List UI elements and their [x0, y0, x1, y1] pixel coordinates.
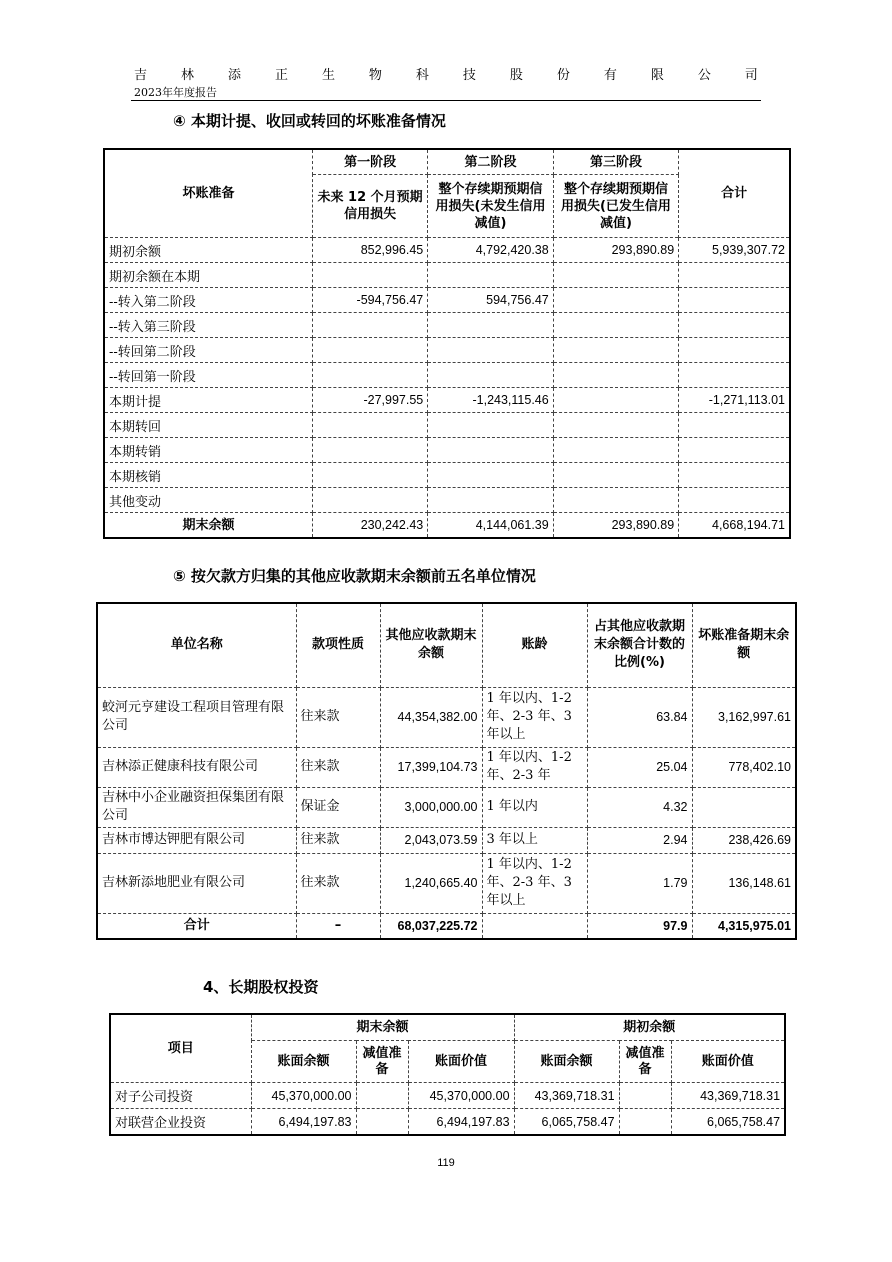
cell-unit-name: 吉林中小企业融资担保集团有限公司 [97, 787, 296, 827]
company-char: 林 [180, 68, 194, 83]
table-row [97, 787, 796, 827]
header-book-value: 账面价值 [408, 1041, 514, 1083]
row-label: --转入第二阶段 [104, 288, 312, 313]
cell-nature: 往来款 [296, 687, 380, 747]
cell-unit-name: 蛟河元亨建设工程项目管理有限公司 [97, 687, 296, 747]
cell-end-impairment [356, 1109, 408, 1136]
cell-stage1 [312, 263, 427, 288]
cell-stage1: -27,997.55 [312, 388, 427, 413]
cell-end-book-value: 6,494,197.83 [408, 1109, 514, 1136]
cell-end-book-value: 45,370,000.00 [408, 1083, 514, 1109]
cell-stage1 [312, 363, 427, 388]
cell-ratio: 25.04 [587, 747, 692, 787]
cell-ratio: 2.94 [587, 827, 692, 853]
cell-stage1: 230,242.43 [312, 513, 427, 539]
cell-stage3: 293,890.89 [553, 513, 678, 539]
cell-begin-impairment [619, 1109, 671, 1136]
long-term-equity-investment-table [109, 1013, 786, 1136]
cell-unit-name: 吉林市博达钾肥有限公司 [97, 827, 296, 853]
cell-unit-name: 吉林新添地肥业有限公司 [97, 853, 296, 913]
section-title-top-five: ⑤ 按欠款方归集的其他应收款期末余额前五名单位情况 [173, 567, 536, 585]
row-label: 对子公司投资 [110, 1083, 251, 1109]
header-item: 项目 [110, 1014, 251, 1083]
cell-balance: 17,399,104.73 [380, 747, 482, 787]
cell-total [679, 263, 790, 288]
row-label: --转入第三阶段 [104, 313, 312, 338]
header-provision: 坏账准备期末余额 [692, 603, 796, 687]
cell-end-impairment [356, 1083, 408, 1109]
table-row-end-balance [104, 513, 790, 539]
company-char: 份 [556, 68, 570, 83]
cell-total: 5,939,307.72 [679, 238, 790, 263]
section-title-long-term-investment: 4、长期股权投资 [203, 978, 319, 996]
cell-ratio: 63.84 [587, 687, 692, 747]
row-label: 期初余额在本期 [104, 263, 312, 288]
cell-stage2 [428, 313, 553, 338]
header-impairment: 减值准备 [356, 1041, 408, 1083]
row-label: 本期转回 [104, 413, 312, 438]
row-label: 期初余额 [104, 238, 312, 263]
table-row [104, 313, 790, 338]
company-char: 司 [744, 68, 758, 83]
company-char: 有 [603, 68, 617, 83]
cell-stage3 [553, 288, 678, 313]
row-label: 对联营企业投资 [110, 1109, 251, 1136]
cell-stage2: 4,144,061.39 [428, 513, 553, 539]
table-row [110, 1109, 785, 1136]
cell-aging: 3 年以上 [482, 827, 587, 853]
cell-begin-book-value: 6,065,758.47 [671, 1109, 785, 1136]
cell-stage3 [553, 413, 678, 438]
header-book-balance: 账面余额 [251, 1041, 356, 1083]
cell-total: -1,271,113.01 [679, 388, 790, 413]
cell-aging: 1 年以内 [482, 787, 587, 827]
table-row-total [97, 913, 796, 939]
cell-stage2 [428, 438, 553, 463]
cell-total [679, 288, 790, 313]
company-name-header [134, 64, 758, 82]
header-nature: 款项性质 [296, 603, 380, 687]
header-stage3-sub: 整个存续期预期信用损失(已发生信用减值) [553, 175, 678, 238]
row-label: 本期计提 [104, 388, 312, 413]
cell-balance: 1,240,665.40 [380, 853, 482, 913]
table-row [104, 238, 790, 263]
cell-nature: 往来款 [296, 827, 380, 853]
cell-provision: 136,148.61 [692, 853, 796, 913]
table-row [97, 827, 796, 853]
header-unit-name: 单位名称 [97, 603, 296, 687]
cell-stage3 [553, 388, 678, 413]
company-char: 技 [462, 68, 476, 83]
cell-nature: 往来款 [296, 853, 380, 913]
page-number: 119 [437, 1157, 455, 1169]
cell-stage2 [428, 363, 553, 388]
company-char: 公 [697, 68, 711, 83]
header-stage2-sub: 整个存续期预期信用损失(未发生信用减值) [428, 175, 553, 238]
cell-end-book-balance: 6,494,197.83 [251, 1109, 356, 1136]
cell-stage1 [312, 488, 427, 513]
cell-stage3 [553, 363, 678, 388]
cell-nature: – [296, 913, 380, 939]
cell-stage2 [428, 413, 553, 438]
cell-stage1 [312, 313, 427, 338]
header-stage2: 第二阶段 [428, 149, 553, 175]
row-label: 其他变动 [104, 488, 312, 513]
table-row [104, 388, 790, 413]
company-char: 添 [227, 68, 241, 83]
table-row [104, 488, 790, 513]
table-row [104, 463, 790, 488]
cell-stage2 [428, 488, 553, 513]
company-char: 生 [321, 68, 335, 83]
company-char: 正 [274, 68, 288, 83]
cell-total [679, 338, 790, 363]
cell-balance: 2,043,073.59 [380, 827, 482, 853]
company-char: 股 [509, 68, 523, 83]
cell-stage3 [553, 438, 678, 463]
cell-total [679, 438, 790, 463]
cell-stage1 [312, 338, 427, 363]
cell-stage3 [553, 313, 678, 338]
bad-debt-provision-table [103, 148, 791, 539]
cell-begin-book-balance: 6,065,758.47 [514, 1109, 619, 1136]
cell-balance: 44,354,382.00 [380, 687, 482, 747]
table-row [104, 288, 790, 313]
cell-provision: 238,426.69 [692, 827, 796, 853]
cell-provision [692, 787, 796, 827]
cell-begin-book-balance: 43,369,718.31 [514, 1083, 619, 1109]
cell-balance: 68,037,225.72 [380, 913, 482, 939]
header-begin-balance: 期初余额 [514, 1014, 785, 1041]
cell-aging: 1 年以内、1-2 年、2-3 年 [482, 747, 587, 787]
cell-aging: 1 年以内、1-2 年、2-3 年、3 年以上 [482, 853, 587, 913]
cell-end-book-balance: 45,370,000.00 [251, 1083, 356, 1109]
cell-stage1 [312, 438, 427, 463]
header-ratio: 占其他应收款期末余额合计数的比例(%) [587, 603, 692, 687]
company-char: 吉 [134, 68, 148, 83]
cell-unit-name: 吉林添正健康科技有限公司 [97, 747, 296, 787]
table-row [97, 687, 796, 747]
row-label: --转回第一阶段 [104, 363, 312, 388]
cell-stage2 [428, 338, 553, 363]
header-aging: 账龄 [482, 603, 587, 687]
cell-nature: 保证金 [296, 787, 380, 827]
cell-ratio: 4.32 [587, 787, 692, 827]
header-impairment: 减值准备 [619, 1041, 671, 1083]
cell-total [679, 463, 790, 488]
cell-aging: 1 年以内、1-2 年、2-3 年、3 年以上 [482, 687, 587, 747]
row-label: --转回第二阶段 [104, 338, 312, 363]
row-label: 期末余额 [104, 513, 312, 539]
company-char: 物 [368, 68, 382, 83]
cell-stage3 [553, 488, 678, 513]
cell-stage3 [553, 463, 678, 488]
header-stage1-sub: 未来 12 个月预期信用损失 [312, 175, 427, 238]
cell-nature: 往来款 [296, 747, 380, 787]
cell-total [679, 413, 790, 438]
cell-stage2: 4,792,420.38 [428, 238, 553, 263]
table-row [97, 747, 796, 787]
table-row [110, 1083, 785, 1109]
row-label: 本期转销 [104, 438, 312, 463]
table-row [104, 263, 790, 288]
top-five-receivables-table [96, 602, 797, 940]
cell-stage2 [428, 263, 553, 288]
header-divider [131, 100, 761, 101]
header-balance: 其他应收款期末余额 [380, 603, 482, 687]
cell-stage1 [312, 463, 427, 488]
cell-provision: 3,162,997.61 [692, 687, 796, 747]
cell-total [679, 488, 790, 513]
cell-total [679, 313, 790, 338]
cell-total [679, 363, 790, 388]
cell-stage1 [312, 413, 427, 438]
company-char: 科 [415, 68, 429, 83]
table-row [97, 853, 796, 913]
cell-begin-impairment [619, 1083, 671, 1109]
cell-ratio: 1.79 [587, 853, 692, 913]
cell-begin-book-value: 43,369,718.31 [671, 1083, 785, 1109]
header-stage3: 第三阶段 [553, 149, 678, 175]
header-total: 合计 [679, 149, 790, 238]
cell-stage2: 594,756.47 [428, 288, 553, 313]
table-row [104, 413, 790, 438]
cell-stage2: -1,243,115.46 [428, 388, 553, 413]
cell-stage1: -594,756.47 [312, 288, 427, 313]
table-row [104, 338, 790, 363]
header-book-value: 账面价值 [671, 1041, 785, 1083]
cell-stage1: 852,996.45 [312, 238, 427, 263]
cell-unit-name: 合计 [97, 913, 296, 939]
cell-stage3: 293,890.89 [553, 238, 678, 263]
cell-balance: 3,000,000.00 [380, 787, 482, 827]
cell-ratio: 97.9 [587, 913, 692, 939]
header-book-balance: 账面余额 [514, 1041, 619, 1083]
section-title-bad-debt: ④ 本期计提、收回或转回的坏账准备情况 [173, 112, 446, 130]
row-label: 本期核销 [104, 463, 312, 488]
company-char: 限 [650, 68, 664, 83]
table-row [104, 438, 790, 463]
cell-aging [482, 913, 587, 939]
cell-provision: 778,402.10 [692, 747, 796, 787]
header-bad-debt: 坏账准备 [104, 149, 312, 238]
cell-provision: 4,315,975.01 [692, 913, 796, 939]
header-end-balance: 期末余额 [251, 1014, 514, 1041]
cell-stage2 [428, 463, 553, 488]
cell-stage3 [553, 338, 678, 363]
table-row [104, 363, 790, 388]
cell-total: 4,668,194.71 [679, 513, 790, 539]
header-stage1: 第一阶段 [312, 149, 427, 175]
report-year-label: 2023年年度报告 [134, 86, 217, 99]
cell-stage3 [553, 263, 678, 288]
